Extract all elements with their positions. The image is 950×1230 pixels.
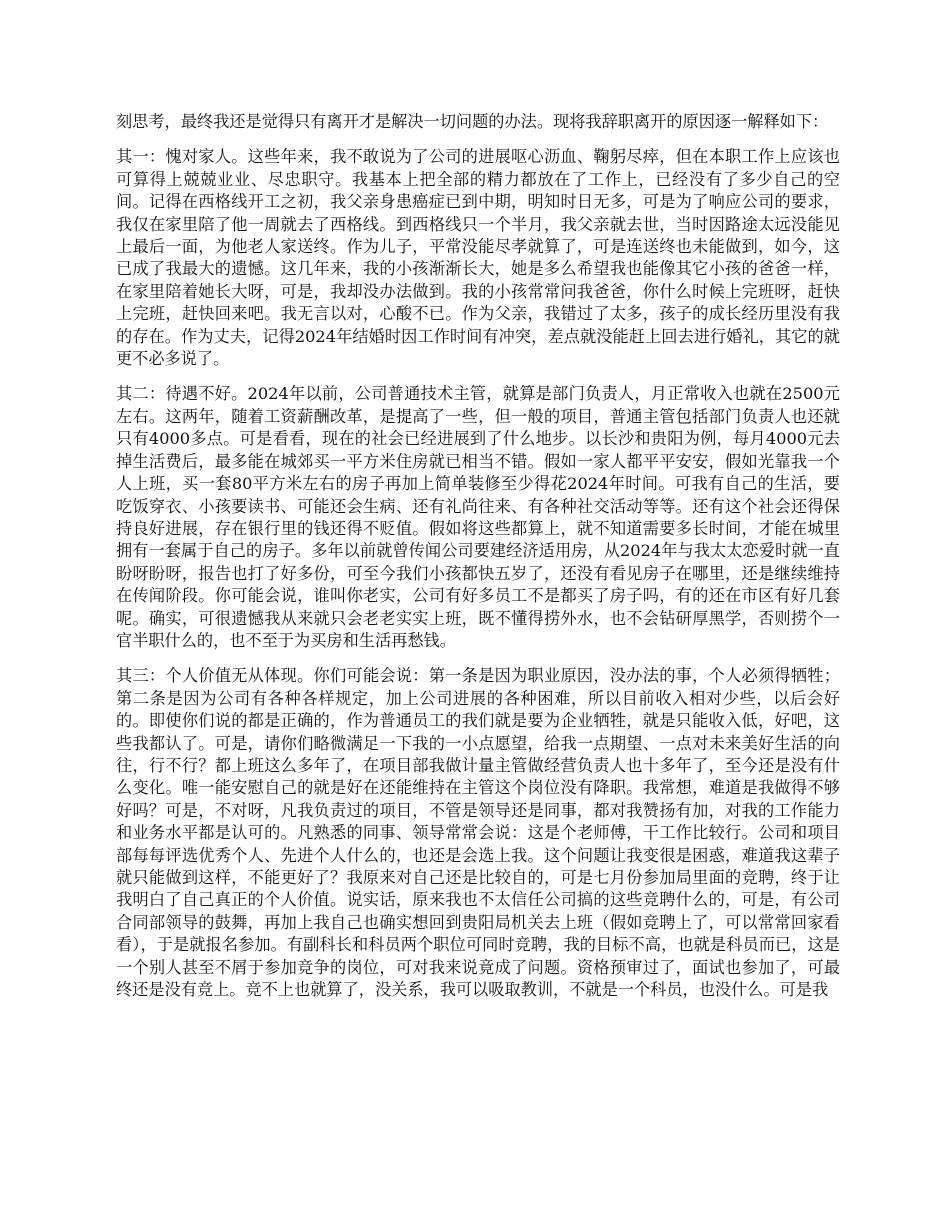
document-body [116, 111, 840, 1014]
paragraph-reason-one: 其一：愧对家人。这些年来，我不敢说为了公司的进展呕心沥血、鞠躬尽瘁，但在本职工作上应该也可算得上兢兢业业、尽忠职守。我基本上把全部的精力都放在了工作上，已经没有了多少自己的空间。记得在西格线开工之初，我父亲身患癌症已到中期，明知时日无多，可是为了响应公司的要求，我仅在家里陪了他一周就去了西格线。到西格线只一个半月，我父亲就去世，当时因路途太远没能见上最后一面，为他老人家送终。作为儿子，平常没能尽孝就算了，可是连送终也未能做到，如今，这已成了我最大的遗憾。这几年来，我的小孩渐渐长大，她是多么希望我也能像其它小孩的爸爸一样，在家里陪着她长大呀，可是，我却没办法做到。我的小孩常常问我爸爸，你什么时候上完班呀，赶快上完班，赶快回来吧。我无言以对，心酸不已。作为父亲，我错过了太多，孩子的成长经历里没有我的存在。作为丈夫，记得2024年结婚时因工作时间有冲突，差点就没能赶上回去进行婚礼，其它的就更不必多说了。 [116, 147, 840, 369]
paragraph-reason-two: 其二：待遇不好。2024年以前，公司普通技术主管，就算是部门负责人，月正常收入也就在2500元左右。这两年，随着工资薪酬改革，是提高了一些，但一般的项目，普通主管包括部门负责人也还就只有4000多点。可是看看，现在的社会已经进展到了什么地步。以长沙和贵阳为例，每月4000元去掉生活费后，最多能在城郊买一平方米住房就已相当不错。假如一家人都平平安安，假如光靠我一个人上班，买一套80平方米左右的房子再加上简单装修至少得花2024年时间。可我有自己的生活，要吃饭穿衣、小孩要读书、可能还会生病、还有礼尚往来、有各种社交活动等等。还有这个社会还得保持良好进展，存在银行里的钱还得不贬值。假如将这些都算上，就不知道需要多长时间，才能在城里拥有一套属于自己的房子。多年以前就曾传闻公司要建经济适用房，从2024年与我太太恋爱时就一直盼呀盼呀，报告也打了好多份，可至今我们小孩都快五岁了，还没有看见房子在哪里，还是继续维持在传闻阶段。你可能会说，谁叫你老实，公司有好多员工不是都买了房子吗，有的还在市区有好几套呢。确实，可很遗憾我从来就只会老老实实上班，既不懂得捞外水，也不会钻研厚黑学，否则捞个一官半职什么的，也不至于为买房和生活再愁钱。 [116, 384, 840, 650]
paragraph-intro: 刻思考，最终我还是觉得只有离开才是解决一切问题的办法。现将我辞职离开的原因逐一解释如下： [116, 112, 829, 131]
paragraph-reason-three: 其三：个人价值无从体现。你们可能会说：第一条是因为职业原因，没办法的事，个人必须得牺牲；第二条是因为公司有各种各样规定，加上公司进展的各种困难，所以目前收入相对少些，以后会好的。即使你们说的都是正确的，作为普通员工的我们就是要为企业牺牲，就是只能收入低，好吧，这些我都认了。可是，请你们略微满足一下我的一小点愿望，给我一点期望、一点对未来美好生活的向往，行不行？都上班这么多年了，在项目部我做计量主管做经营负责人也十多年了，至今还是没有什么变化。唯一能安慰自己的就是好在还能维持在主管这个岗位没有降职。我常想，难道是我做得不够好吗？可是，不对呀，凡我负责过的项目，不管是领导还是同事，都对我赞扬有加，对我的工作能力和业务水平都是认可的。凡熟悉的同事、领导常常会说：这是个老师傅，干工作比较行。公司和项目部每每评选优秀个人、先进个人什么的，也还是会选上我。这个问题让我变很是困惑，难道我这辈子就只能做到这样，不能更好了？我原来对自己还是比较自的，可是七月份参加局里面的竞聘，终于让我明白了自己真正的个人价值。说实话，原来我也不太信任公司搞的这些竞聘什么的，可是，有公司合同部领导的鼓舞，再加上我自己也确实想回到贵阳局机关去上班（假如竞聘上了，可以常常回家看看），于是就报名参加。有副科长和科员两个职位可同时竞聘，我的目标不高，也就是科员而已，这是一个别人甚至不屑于参加竞争的岗位，可对我来说竟成了问题。资格预审过了，面试也参加了，可最终还是没有竞上。竞不上也就算了，没关系，我可以吸取教训，不就是一个科员，也没什么。可是我 [116, 666, 840, 1000]
